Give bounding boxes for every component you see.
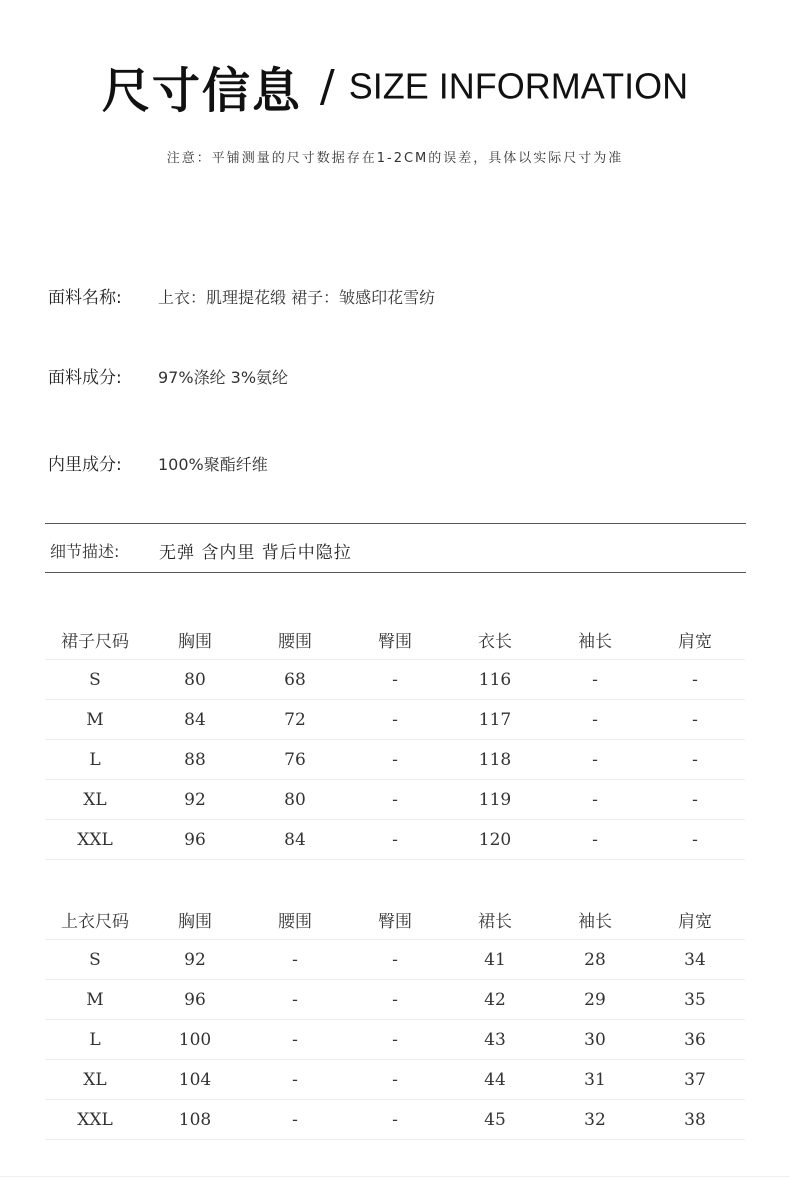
table-cell: - [345,740,445,780]
table-cell: - [345,1100,445,1140]
table-cell: - [345,940,445,980]
table-cell: 108 [145,1100,245,1140]
table-cell: - [645,700,745,740]
bottom-divider [0,1176,790,1177]
lining-composition-label: 内里成分: [48,455,122,475]
page-title [0,52,790,121]
table-cell: 104 [145,1060,245,1100]
table-cell: M [45,980,145,1020]
header-cell: 衣长 [445,619,545,660]
header-cell: 肩宽 [645,899,745,940]
table-row [45,740,745,780]
detail-description-label: 细节描述: [50,542,120,561]
table-cell: 92 [145,940,245,980]
table-cell: - [545,820,645,860]
table-cell: 84 [145,700,245,740]
table-cell: L [45,740,145,780]
table-cell: - [645,820,745,860]
table-cell: M [45,700,145,740]
table-cell: S [45,940,145,980]
table-row [45,780,745,820]
table-cell: - [345,780,445,820]
table-row [45,940,745,980]
table-cell: - [645,660,745,700]
table-cell: - [345,1020,445,1060]
fabric-name-row [48,283,435,308]
table-cell: 120 [445,820,545,860]
table-cell: - [345,700,445,740]
table-row [45,1060,745,1100]
table-cell: 45 [445,1100,545,1140]
table-cell: 96 [145,980,245,1020]
table-cell: XXL [45,820,145,860]
table-cell: 92 [145,780,245,820]
table-cell: - [645,780,745,820]
table-cell: 42 [445,980,545,1020]
table-cell: 88 [145,740,245,780]
table-cell: 29 [545,980,645,1020]
header-cell: 胸围 [145,619,245,660]
table-header-row [45,899,745,940]
header-cell: 腰围 [245,899,345,940]
header-cell: 胸围 [145,899,245,940]
header-cell: 上衣尺码 [45,899,145,940]
title-slash: / [319,61,335,112]
table-row [45,700,745,740]
fabric-composition-row [48,363,288,388]
lining-composition-value: 100%聚酯纤维 [158,455,268,474]
table-cell: - [345,660,445,700]
table-cell: - [245,940,345,980]
table-cell: 41 [445,940,545,980]
table-cell: 100 [145,1020,245,1060]
top-size-table [45,899,745,1140]
header-cell: 臀围 [345,899,445,940]
header-cell: 臀围 [345,619,445,660]
header-cell: 裙子尺码 [45,619,145,660]
table-cell: 44 [445,1060,545,1100]
table-cell: 43 [445,1020,545,1060]
table-row [45,980,745,1020]
fabric-name-label: 面料名称: [48,288,122,308]
lining-composition-row [48,450,268,475]
table-cell: - [345,1060,445,1100]
skirt-size-table [45,619,745,860]
header-cell: 袖长 [545,899,645,940]
table-cell: 34 [645,940,745,980]
table-cell: 118 [445,740,545,780]
table-cell: - [245,1060,345,1100]
header-cell: 裙长 [445,899,545,940]
table-cell: - [545,780,645,820]
table-cell: 68 [245,660,345,700]
title-english: SIZE INFORMATION [348,65,689,107]
table-cell: 31 [545,1060,645,1100]
table-cell: 37 [645,1060,745,1100]
table-cell: L [45,1020,145,1060]
table-cell: - [545,740,645,780]
detail-description-value: 无弹 含内里 背后中隐拉 [159,543,352,563]
table-cell: 119 [445,780,545,820]
table-cell: 80 [145,660,245,700]
table-cell: XL [45,780,145,820]
table-cell: 30 [545,1020,645,1060]
table-cell: - [545,660,645,700]
table-cell: 32 [545,1100,645,1140]
detail-description-box [45,523,746,573]
table-cell: - [345,820,445,860]
table-cell: - [245,980,345,1020]
table-cell: 76 [245,740,345,780]
title-chinese: 尺寸信息 [101,63,302,119]
table-cell: 28 [545,940,645,980]
table-cell: 116 [445,660,545,700]
table-cell: - [345,980,445,1020]
fabric-name-value: 上衣：肌理提花缎 裙子：皱感印花雪纺 [158,288,436,307]
fabric-composition-label: 面料成分: [48,368,122,388]
table-row [45,1100,745,1140]
table-cell: XXL [45,1100,145,1140]
table-cell: 84 [245,820,345,860]
table-header-row [45,619,745,660]
table-row [45,660,745,700]
table-cell: XL [45,1060,145,1100]
table-row [45,820,745,860]
table-cell: - [245,1100,345,1140]
table-row [45,1020,745,1060]
table-cell: 80 [245,780,345,820]
table-cell: - [545,700,645,740]
measurement-note: 注意：平铺测量的尺寸数据存在1-2CM的误差，具体以实际尺寸为准 [166,151,624,166]
table-cell: 36 [645,1020,745,1060]
header-cell: 肩宽 [645,619,745,660]
table-cell: 35 [645,980,745,1020]
table-cell: 38 [645,1100,745,1140]
table-cell: 72 [245,700,345,740]
header-cell: 袖长 [545,619,645,660]
fabric-composition-value: 97%涤纶 3%氨纶 [158,368,289,387]
table-cell: 117 [445,700,545,740]
table-cell: - [245,1020,345,1060]
table-cell: S [45,660,145,700]
header-cell: 腰围 [245,619,345,660]
table-cell: - [645,740,745,780]
table-cell: 96 [145,820,245,860]
